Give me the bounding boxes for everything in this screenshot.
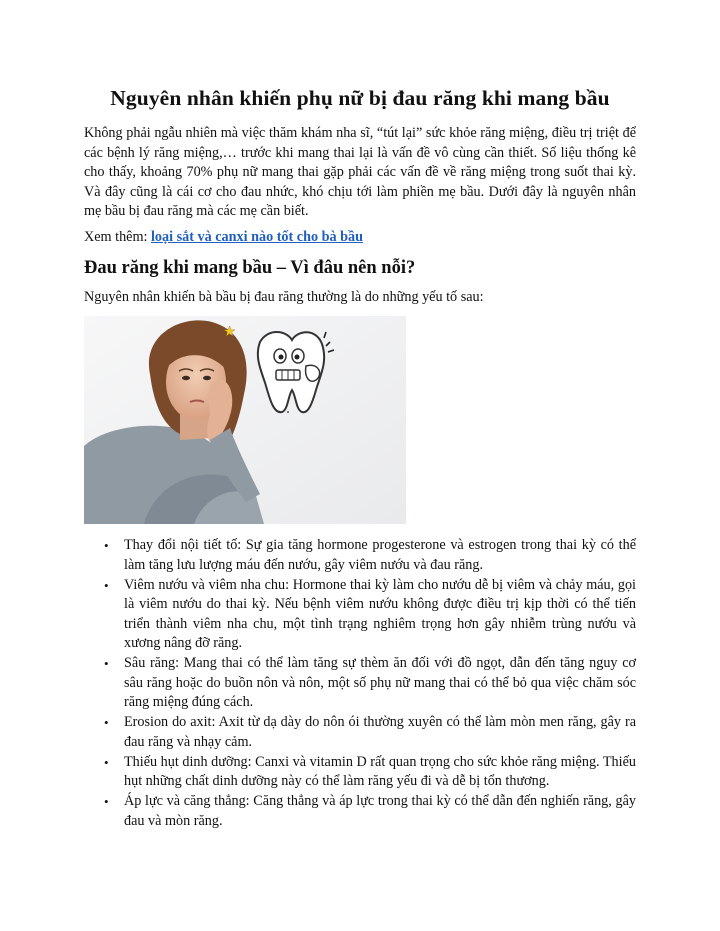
bullet-glyph: • [104, 715, 109, 730]
list-item [84, 753, 636, 792]
list-item-text: Viêm nướu và viêm nha chu: Hormone thai kỳ làm cho nướu dễ bị viêm và chảy máu, gọi là viêm nướu do thai kỳ. Nếu bệnh viêm nướu không được điều trị kịp thời có thể tiến triển thành viêm nha chu, một tình trạng nghiêm trọng hơn gây nhiễm trùng nướu và xương nâng đỡ răng. [124, 576, 636, 651]
cause-list [84, 536, 636, 832]
list-item [84, 536, 636, 575]
article-photo [84, 316, 406, 524]
bullet-glyph: • [104, 538, 109, 553]
bullet-glyph: • [104, 656, 109, 671]
list-item-text: Áp lực và căng thẳng: Căng thẳng và áp lực trong thai kỳ có thể dẫn đến nghiến răng, gây đau và mòn răng. [124, 793, 636, 829]
bullet-glyph: • [104, 754, 109, 770]
list-item [84, 576, 636, 654]
section-heading: Đau răng khi mang bầu – Vì đâu nên nỗi? [84, 258, 416, 278]
list-item [84, 792, 636, 831]
list-item-text: Thiếu hụt dinh dưỡng: Canxi và vitamin D rất quan trọng cho sức khỏe răng miệng. Thiếu hụt những chất dinh dưỡng này có thể làm răng yếu đi và dễ bị tổn thương. [124, 753, 636, 789]
list-item-text: Erosion do axit: Axit từ dạ dày do nôn ói thường xuyên có thể làm mòn men răng, gây ra đau răng và nhạy cảm. [124, 714, 636, 750]
section-lead: Nguyên nhân khiến bà bầu bị đau răng thường là do những yếu tố sau: [84, 289, 484, 305]
list-item [84, 713, 636, 752]
bullet-glyph: • [104, 577, 109, 593]
see-also-link[interactable]: loại sắt và canxi nào tốt cho bà bầu [150, 229, 364, 245]
intro-paragraph: Không phải ngẫu nhiên mà việc thăm khám nha sĩ, “tút lại” sức khỏe răng miệng, điều trị triệt để các bệnh lý răng miệng,… trước khi mang thai lại là vấn đề vô cùng cần thiết. Số liệu thống kê cho thấy, khoảng 70% phụ nữ mang thai gặp phải các vấn đề về răng miệng trong suốt thai kỳ. Và đây cũng là cái cơ cho đau nhức, khó chịu tới làm phiền mẹ bầu. Dưới đây là nguyên nhân mẹ bầu bị đau răng mà các mẹ cần biết. [84, 125, 636, 219]
list-item [84, 654, 636, 713]
bullet-glyph: • [104, 794, 109, 809]
list-item-text: Sâu răng: Mang thai có thể làm tăng sự thèm ăn đối với đồ ngọt, dẫn đến tăng nguy cơ sâu răng hoặc do buồn nôn và nôn, một số phụ nữ mang thai có thể bỏ qua việc chăm sóc răng miệng đúng cách. [124, 655, 636, 710]
see-also-line [84, 228, 636, 248]
list-item-text: Thay đổi nội tiết tố: Sự gia tăng hormone progesterone và estrogen trong thai kỳ có thể làm tăng lưu lượng máu đến nướu, gây viêm nướu và đau răng. [124, 537, 636, 573]
see-also-prefix: Xem thêm: [84, 229, 151, 245]
article-title: Nguyên nhân khiến phụ nữ bị đau răng khi mang bầu [110, 86, 610, 110]
